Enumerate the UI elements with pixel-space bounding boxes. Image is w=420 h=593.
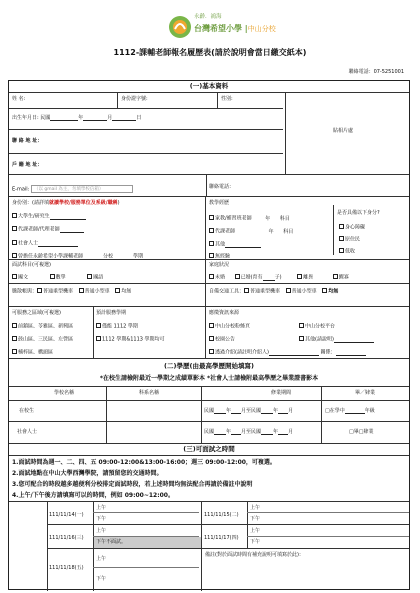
email-field[interactable]: （以 gmail 為主，勿填學校信箱）	[31, 185, 133, 193]
family-options[interactable]: 未婚 已婚(育有 子) 離異 鰥寡	[209, 274, 349, 281]
col-school: 學校名稱	[54, 390, 75, 396]
id-label: 身份證字號:	[121, 96, 148, 102]
date-1: 111/11/14(一)	[49, 512, 84, 518]
section-basic-title: (一)基本資料	[189, 82, 229, 90]
own-vehicle-row[interactable]: 自備交通工具： 普通重型機車 普通小型車 均無	[209, 288, 339, 295]
identity-alumni[interactable]: 曾擔任永齡希望小學課輔老師 分校 學期	[12, 253, 143, 260]
am-2[interactable]: 上午	[250, 505, 261, 511]
source-platform[interactable]: 中山分校平台	[299, 323, 335, 330]
logo-text: 台灣希望小學 |中山分校	[194, 24, 276, 33]
time-note-2: 2.面試地點在中山大學西灣學院，請預留您的交通時間。	[12, 470, 163, 477]
teaching-cram[interactable]: 家教/補習班老師 年 科目	[209, 215, 290, 222]
identity-title: 身份別：(請詳填就讀學校/服務單位及系級/職稱)	[12, 200, 120, 206]
source-intro[interactable]: 透過介紹(請註明介紹人) 關係：	[209, 349, 366, 356]
schedule-title: 預計服務學期	[96, 310, 127, 316]
source-fb[interactable]: 中山分校粉絲頁	[209, 323, 250, 330]
form-title: 1112-課輔老師報名履歷表(請於說明會當日繳交紙本)	[113, 48, 307, 57]
area-row-1[interactable]: 前鎮區、苓雅區、新興區	[12, 323, 73, 330]
office-phone: 聯絡電話：07-5251001	[348, 69, 404, 75]
pm-4[interactable]: 下午	[250, 539, 261, 545]
area-row-3[interactable]: 楠梓區、橋頭區	[12, 349, 53, 356]
source-other[interactable]: 其他(請說明)	[299, 336, 374, 343]
date-3: 111/11/16(三)	[49, 535, 84, 541]
section-edu-title: (二)學歷(由最高學歷開始填寫)	[164, 362, 254, 370]
email-label: E-mail: （以 gmail 為主，勿填學校信箱）	[12, 185, 133, 193]
application-form	[8, 80, 410, 590]
source-title: 應徵資訊來源	[209, 310, 240, 316]
am-3[interactable]: 上午	[96, 528, 107, 534]
section-time-title: (三)可面試之時間	[183, 445, 235, 453]
family-title: 家庭狀況	[209, 262, 230, 268]
household-label: 戶 籍 地 址：	[12, 162, 43, 168]
hope-logo-icon	[167, 14, 193, 40]
special-aboriginal[interactable]: 原住民	[339, 236, 360, 243]
am-1[interactable]: 上午	[96, 505, 107, 511]
name-label: 姓 名:	[12, 96, 26, 102]
area-title: 可服務之區域(可複選)	[12, 310, 61, 316]
teaching-other[interactable]: 其他	[209, 241, 261, 248]
birth-label: 出生年月日: 民國 年 月 日	[12, 115, 142, 121]
status-social[interactable]: □畢□肄業	[349, 429, 374, 435]
period-social: 民國 年 月至民國 年 月	[204, 429, 294, 435]
logo-tagline: 永齡．鴻海	[194, 14, 222, 20]
gender-label: 性別:	[221, 96, 233, 102]
time-note-3: 3.您可配合的時段越多越便利分校排定面試時段，若上述時間均無法配合再請於備註中說明	[12, 481, 253, 488]
identity-college[interactable]: 大學生/研究生	[12, 213, 86, 220]
teaching-none[interactable]: 無經驗	[209, 253, 230, 260]
schedule-both[interactable]: 1112 學期&1113 學期均可	[96, 336, 165, 343]
special-disability[interactable]: 身心障礙	[339, 224, 365, 231]
date-4: 111/11/17(四)	[204, 535, 239, 541]
pm-5[interactable]: 下午	[96, 576, 107, 582]
subjects-title: 面試科目(可複選)	[12, 262, 51, 268]
photo-area: 貼相片處	[333, 128, 354, 134]
pm-2[interactable]: 下午	[250, 516, 261, 522]
period-student: 民國 年 月至民國 年 月	[204, 408, 294, 414]
time-note-1: 1.面試時間為週一、二、四、五 09:00-12:00&13:00-16:00；週三 09:00-12:00，可複選。	[12, 459, 276, 466]
time-note-4: 4.上午/下午後方請填寫可以的時間，例如 09:00~12:00。	[12, 492, 174, 499]
col-period: 修業期間	[271, 390, 292, 396]
subjects-options[interactable]: 國文 數學 國語	[12, 274, 103, 281]
special-title: 是否具備以下身分?	[337, 210, 380, 216]
special-low-income[interactable]: 低收	[339, 248, 355, 255]
edu-note: *在校生請檢附最近一學期之成績單影本 *社會人士請檢附最高學歷之畢業證書影本	[99, 375, 319, 382]
pm-1[interactable]: 下午	[96, 516, 107, 522]
date-2: 111/11/15(二)	[204, 512, 239, 518]
row-social: 社會人士	[17, 429, 38, 435]
row-student: 在校生	[19, 408, 35, 414]
identity-social[interactable]: 社會人士	[12, 240, 78, 247]
am-4[interactable]: 上午	[250, 528, 261, 534]
remark-label[interactable]: 備註(對於面試時間有補充說明可填寫於此)：	[205, 552, 304, 558]
teaching-title: 教學經歷	[209, 200, 230, 206]
status-student[interactable]: □在學中 年級	[325, 408, 375, 414]
col-status: 畢／肄業	[355, 390, 376, 396]
teaching-substitute[interactable]: 代課老師 年 科目	[209, 228, 293, 235]
pm-3-unavailable: 下午不面試。	[96, 539, 127, 545]
col-dept: 科系名稱	[139, 390, 160, 396]
address-label: 聯 絡 地 址：	[12, 138, 43, 144]
schedule-one[interactable]: 僅能 1112 學期	[96, 323, 138, 330]
area-row-2[interactable]: 鼓山區、三民區、左營區	[12, 336, 73, 343]
am-5[interactable]: 上午	[96, 556, 107, 562]
contact-phone-label: 聯絡電話：	[209, 184, 235, 190]
license-row[interactable]: 騰散帳與： 普通重型機車 普通小型車 均無	[12, 288, 132, 295]
identity-substitute[interactable]: 代課老師/代理老師	[12, 226, 84, 233]
source-board[interactable]: 校園公告	[209, 336, 235, 343]
date-5: 111/11/18(五)	[49, 565, 84, 571]
logo	[167, 14, 299, 40]
